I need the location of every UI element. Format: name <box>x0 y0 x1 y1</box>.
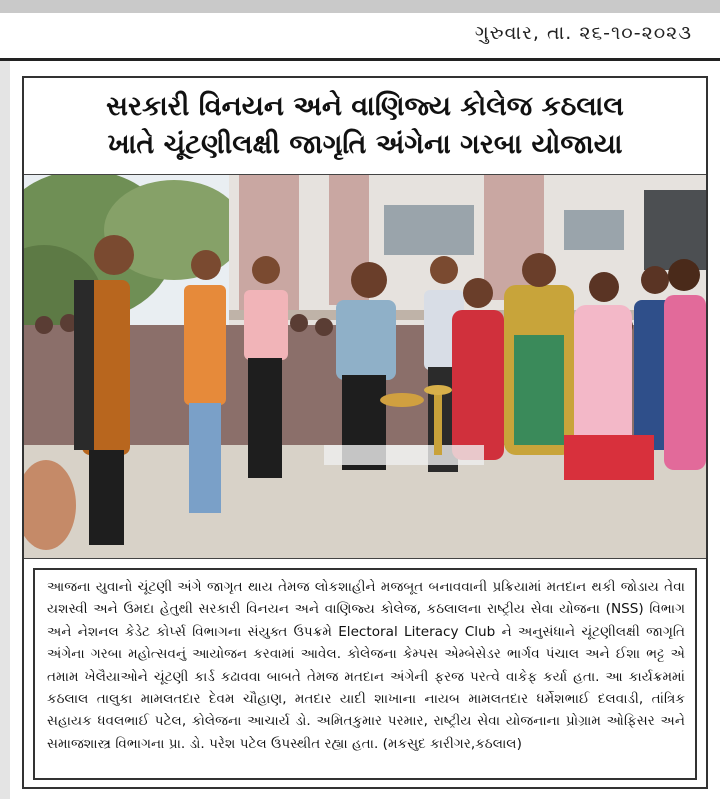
garba-event-photo <box>24 175 706 559</box>
page-dateline: ગુરુવાર, તા. ૨૬-૧૦-૨૦૨૩ <box>474 22 692 44</box>
news-clipping <box>22 76 708 789</box>
article-photo <box>24 174 706 559</box>
top-strip <box>0 0 720 13</box>
article-body: આજના યુવાનો ચૂંટણી અંગે જાગૃત થાય તેમજ લોકશાહીને મજબૂત બનાવવાની પ્રક્રિયામાં મતદાન થકી જોડાય તેવા યશસ્વી અને ઉમદા હેતુથી સરકારી વિનયન અને વાણિજ્ય કોલેજ, કઠલાલના રાષ્ટ્રીય સેવા યોજના (NSS) વિભાગ અને નેશનલ કેડેટ કોર્પ્સ વિભાગના સંયુક્ત ઉપક્રમે Electoral Literacy Club ને અનુસંધાને ચૂંટણીલક્ષી જાગૃતિ અંગેના ગરબા મહોત્સવનું આયોજન કરવામાં આવેલ. કોલેજના કેમ્પસ એમ્બેસેડર ભાર્ગવ પંચાલ અને ઈશા ભટ્ટ એ તમામ ખેલૈયાઓને ચૂંટણી કાર્ડ કઢાવવા બાબતે તેમજ મતદાન અંગેની ફરજ પરત્વે વાકેફ કર્યા હતા. આ કાર્યક્રમમાં કઠલાલ તાલુકા મામલતદાર દેવમ ચૌહાણ, મતદાર યાદી શાખાના નાયબ મામલતદાર ધર્મેશભાઈ દલવાડી, તાંત્રિક સહાયક ધવલભાઈ પટેલ, કોલેજના આચાર્ય ડો. અમિતકુમાર પરમાર, રાષ્ટ્રીય સેવા યોજનાના પ્રોગ્રામ ઓફિસર અને સમાજશાસ્ત્ર વિભાગના પ્રા. ડો. પરેશ પટેલ ઉપસ્થીત રહ્યા હતા. (મકસુદ કારીગર,કઠલાલ) <box>47 579 685 752</box>
headline-line-1: સરકારી વિનયન અને વાણિજ્ય કોલેજ કઠલાલ <box>106 91 624 122</box>
headline-line-2: ખાતે ચૂંટણીલક્ષી જાગૃતિ અંગેના ગરબા યોજાયા <box>107 129 623 160</box>
page-margin <box>0 61 10 799</box>
article-headline <box>24 78 706 174</box>
header-rule <box>0 58 720 61</box>
article-body-box <box>33 568 697 780</box>
